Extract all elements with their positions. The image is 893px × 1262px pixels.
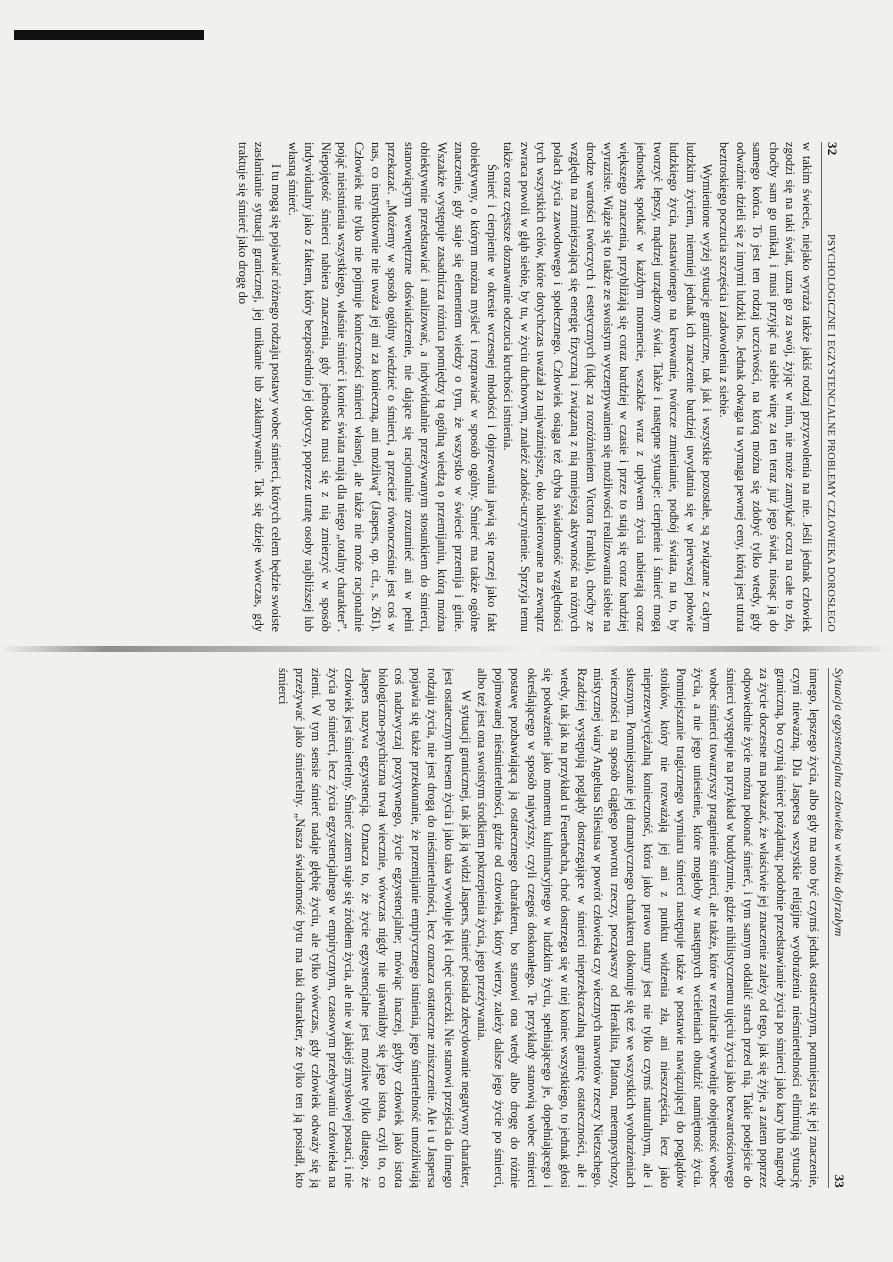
paragraph: W sytuacji granicznej, tak jak ją widzi Jaspers, śmierć posiada zdecydowanie negatywny charakter, jest ostatecznym kresem życia i jako taka wywołuje lęk i chęć ucieczki. Nie stanowi przejścia do innego rodzaju życia, nie jest drogą do nieśmiertelności, lecz oznacza ostateczne zniszczenie. Ale i u Jaspersa pojawia się także przekonanie, że przemijanie empirycznego istnienia, jego śmiertelność umożliwiają coś nadzwyczaj pozytywnego, życie egzystencjalne; mówiąc inaczej, gdyby człowiek jako istota biologiczno-psychiczna trwał wiecznie, wówczas nigdy nie ujawniłaby się jego istota, czyli to, co Jaspers nazywa egzystencją. Oznacza to, że życie egzystencjalne jest możliwe tylko dlatego, że człowiek jest śmiertelny. Śmierć zatem staje się źródłem życia, ale nie w jakiejś zmysłowej postaci, i nie życia po śmierci, lecz życia egzystencjalnego w empirycznym, czasowym przebywaniu człowieka na ziemi. W tym sensie śmierć nadaje głębię życiu, ale tylko wówczas, gdy człowiek odważy się ją przeżywać jako śmiertelny. „Nasza świadomość bytu ma taki charakter, że tylko ten ją posiadł, kto śmierci bbox=[276, 668, 473, 1188]
paragraph: innego, lepszego życia, albo gdy ma ono być czymś jednak ostatecznym, pomniejsza się jej znaczenie, czyni nieważną. Dla Jaspersa wszystkie religijne wyobrażenia nieśmiertelności eliminują sytuację graniczną, bo czynią śmierć pożądaną; podobnie przedstawianie życia po śmierci jako kary lub nagrody za życie doczesne ma pokazać, że właściwie jej znaczenie zależy od tego, jak się żyje, a zatem poprzez odpowiednie życie można pokonać śmierć, i tym samym oddalić strach przed nią. Takie podejście do śmierci występuje na przykład w buddyzmie, gdzie nihilistycznemu ujęciu życia jako bezwartościowego wobec śmierci towarzyszy pragnienie śmierci, ale także, które w rezultacie wywołuje obojętność wobec życia, a nie jego uniesienie, które mogłoby w następnych wcieleniach obudzić namiętność życia. Pomniejszanie tragicznego wymiaru śmierci następuje także w postawie nawiązującej do poglądów stoików, który nie rozważają jej ani z punktu widzenia zła, ani nieszczęścia, lecz jako nieprzezwyciężalną konieczność, która jako prawo natury jest nie tylko czymś naturalnym, ale i słusznym. Pomniejszanie jej dramatycznego charakteru dokonuje się też we wszystkich wyobrażeniach wieczności na sposób ciągłego powrotu rzeczy, począwszy od Heraklita, Platona, metempsychozy, mistycznej wiary Angelusa Silesiusa w powrót człowieka czy wiecznych nawrotów rzeczy Nietzschego. Rzadziej występują poglądy dostrzegające w śmierci nieprzekraczalną granicę ostateczności, ale i wtedy, tak jak na przykład u Feuerbacha, choć dostrzega się w niej koniec wszystkiego, to jednak głosi się podważenie jako momentu kulminacyjnego w ludzkim życiu, spełniającego je, dopełniającego i określającego w sposób najwyższy, czyli czegoś doskonałego. Te przykłady stanowią wobec śmierci postawę pozbawiającą ją ostatecznego charakteru, bo stanowi ona wtedy albo drogę do różnie pojmowanej nieśmiertelności, gdzie od człowieka, który wierzy, zależy dalsze jego życie po śmierci, albo też jest ona swoistym środkiem pokrzepienia życia, jego przeżywania. bbox=[475, 668, 821, 1188]
page-33 bbox=[92, 668, 847, 1188]
page-header bbox=[821, 142, 840, 632]
page-33-content bbox=[92, 668, 847, 1188]
paragraph: w takim świecie, niejako wyraża także jakiś rodzaj przyzwolenia na nie. Jeśli jednak człowiek zgodzi się na taki świat, uzna go za swój, żyjąc w nim, nie może zamykać oczu na całe to zło, choćby sam go unikał, i musi przyjąć na siebie winę za ten teraz już jego świat, niosąc ją do samego końca. To jest ten rodzaj uczciwości, na którą można się zdobyć tylko wtedy, gdy odważnie dzieli się z innymi ludzki los. Jednak odwaga ta wymaga pewnej ceny, którą jest utrata beztroskiego poczucia szczęścia i zadowolenia z siebie. bbox=[717, 142, 814, 632]
page-body bbox=[274, 668, 822, 1188]
scan-edge-bar bbox=[14, 30, 204, 40]
page-header bbox=[828, 668, 847, 1188]
book-gutter bbox=[0, 646, 893, 652]
running-title: Sytuacja egzystencjalna człowieka w wieku dojrzałym bbox=[832, 668, 846, 937]
page-body bbox=[234, 142, 815, 632]
page-32 bbox=[150, 142, 840, 632]
page-number: 32 bbox=[825, 142, 840, 156]
paragraph: I tu mogą się pojawiać różnego rodzaju postawy wobec śmierci, których celem będzie swoiste zasłanianie sytuacji granicznej, jej unikanie lub zakłamywanie. Tak się dzieje wówczas, gdy traktuje się śmierć jako drogę do bbox=[235, 142, 283, 632]
page-number: 33 bbox=[832, 1174, 847, 1188]
paragraph: Wymienione wyżej sytuacje graniczne, tak jak i wszystkie pozostałe, są związane z całym ludzkim życiem, niemniej jednak ich znaczenie bardziej uwydatnia się w pierwszej połowie ludzkiego życia, nastawionego na kreowanie, twórcze zmienianie, podbój świata, na to, by tworzyć lepszy, mądrzej urządzony świat. Także i następne sytuacje: cierpienie i śmierć mogą jednostkę spotkać w każdym momencie, wszakże wraz z upływem życia nabierają coraz większego znaczenia, przybliżają się coraz bardziej w czasie i przez to stają się coraz bardziej wyraziste. Wiąże się to także ze swoistym wyczerpywaniem się możliwości realizowania siebie na drodze wartości twórczych i estetycznych (idąc za rozróżnieniem Victora Frankla), choćby ze względu na zmniejszającą się energię fizyczną i związaną z nią mniejszą aktywność na różnych polach życia zawodowego i społecznego. Człowiek osiąga też chyba świadomość względności tych wszystkich celów, które dotychczas uważał za najważniejsze, oko nakierowane na zewnątrz zwraca powoli w głąb siebie, by tu, w życiu duchowym, znaleźć zadość-uczynienie. Sprzyja temu także coraz częstsze doznawanie odczucia kruchości istnienia. bbox=[501, 142, 715, 632]
running-title: PSYCHOLOGICZNE I EGZYSTENCJALNE PROBLEMY CZŁOWIEKA DOROSŁEGO bbox=[825, 233, 836, 632]
page-32-content bbox=[150, 142, 840, 632]
paragraph: Śmierć i cierpienie w okresie wczesnej młodości i dojrzewania jawią się raczej jako fakt obiektywny, o którym można myśleć i rozprawiać w sposób ogólny. Śmierć ma także ogólne znaczenie, gdy staje się elementem wiedzy o tym, że wszystko w świecie przemija i ginie. Wszakże występuje zasadnicza różnica pomiędzy tą ogólną wiedzą o przemijaniu, którą można obiektywnie przedstawiać i analizować, a indywidualnie przeżywanym stosunkiem do śmierci, stanowiącym wewnętrzne doświadczenie, nie dające się racjonalnie zrozumieć ani w pełni przekazać. „Możemy w sposób ogólny wiedzieć o śmierci, a przecież równocześnie jest coś w nas, co instynktownie nie uważa jej ani za konieczną, ani możliwą” (Jaspers, op. cit., s. 261). Człowiek nie tylko nie pojmuje konieczności śmierci własnej, ale także nie może racjonalnie pojąć nieistnienia wszystkiego, właśnie śmierć i koniec świata mają dla niego „totalny charakter”. Niepojętość śmierci nabiera znaczenia, gdy jednostka musi się z nią zmierzyć w sposób indywidualny jako z faktem, który bezpośrednio jej dotyczy, poprzez utratę osoby najbliższej lub własną śmierć. bbox=[285, 142, 499, 632]
